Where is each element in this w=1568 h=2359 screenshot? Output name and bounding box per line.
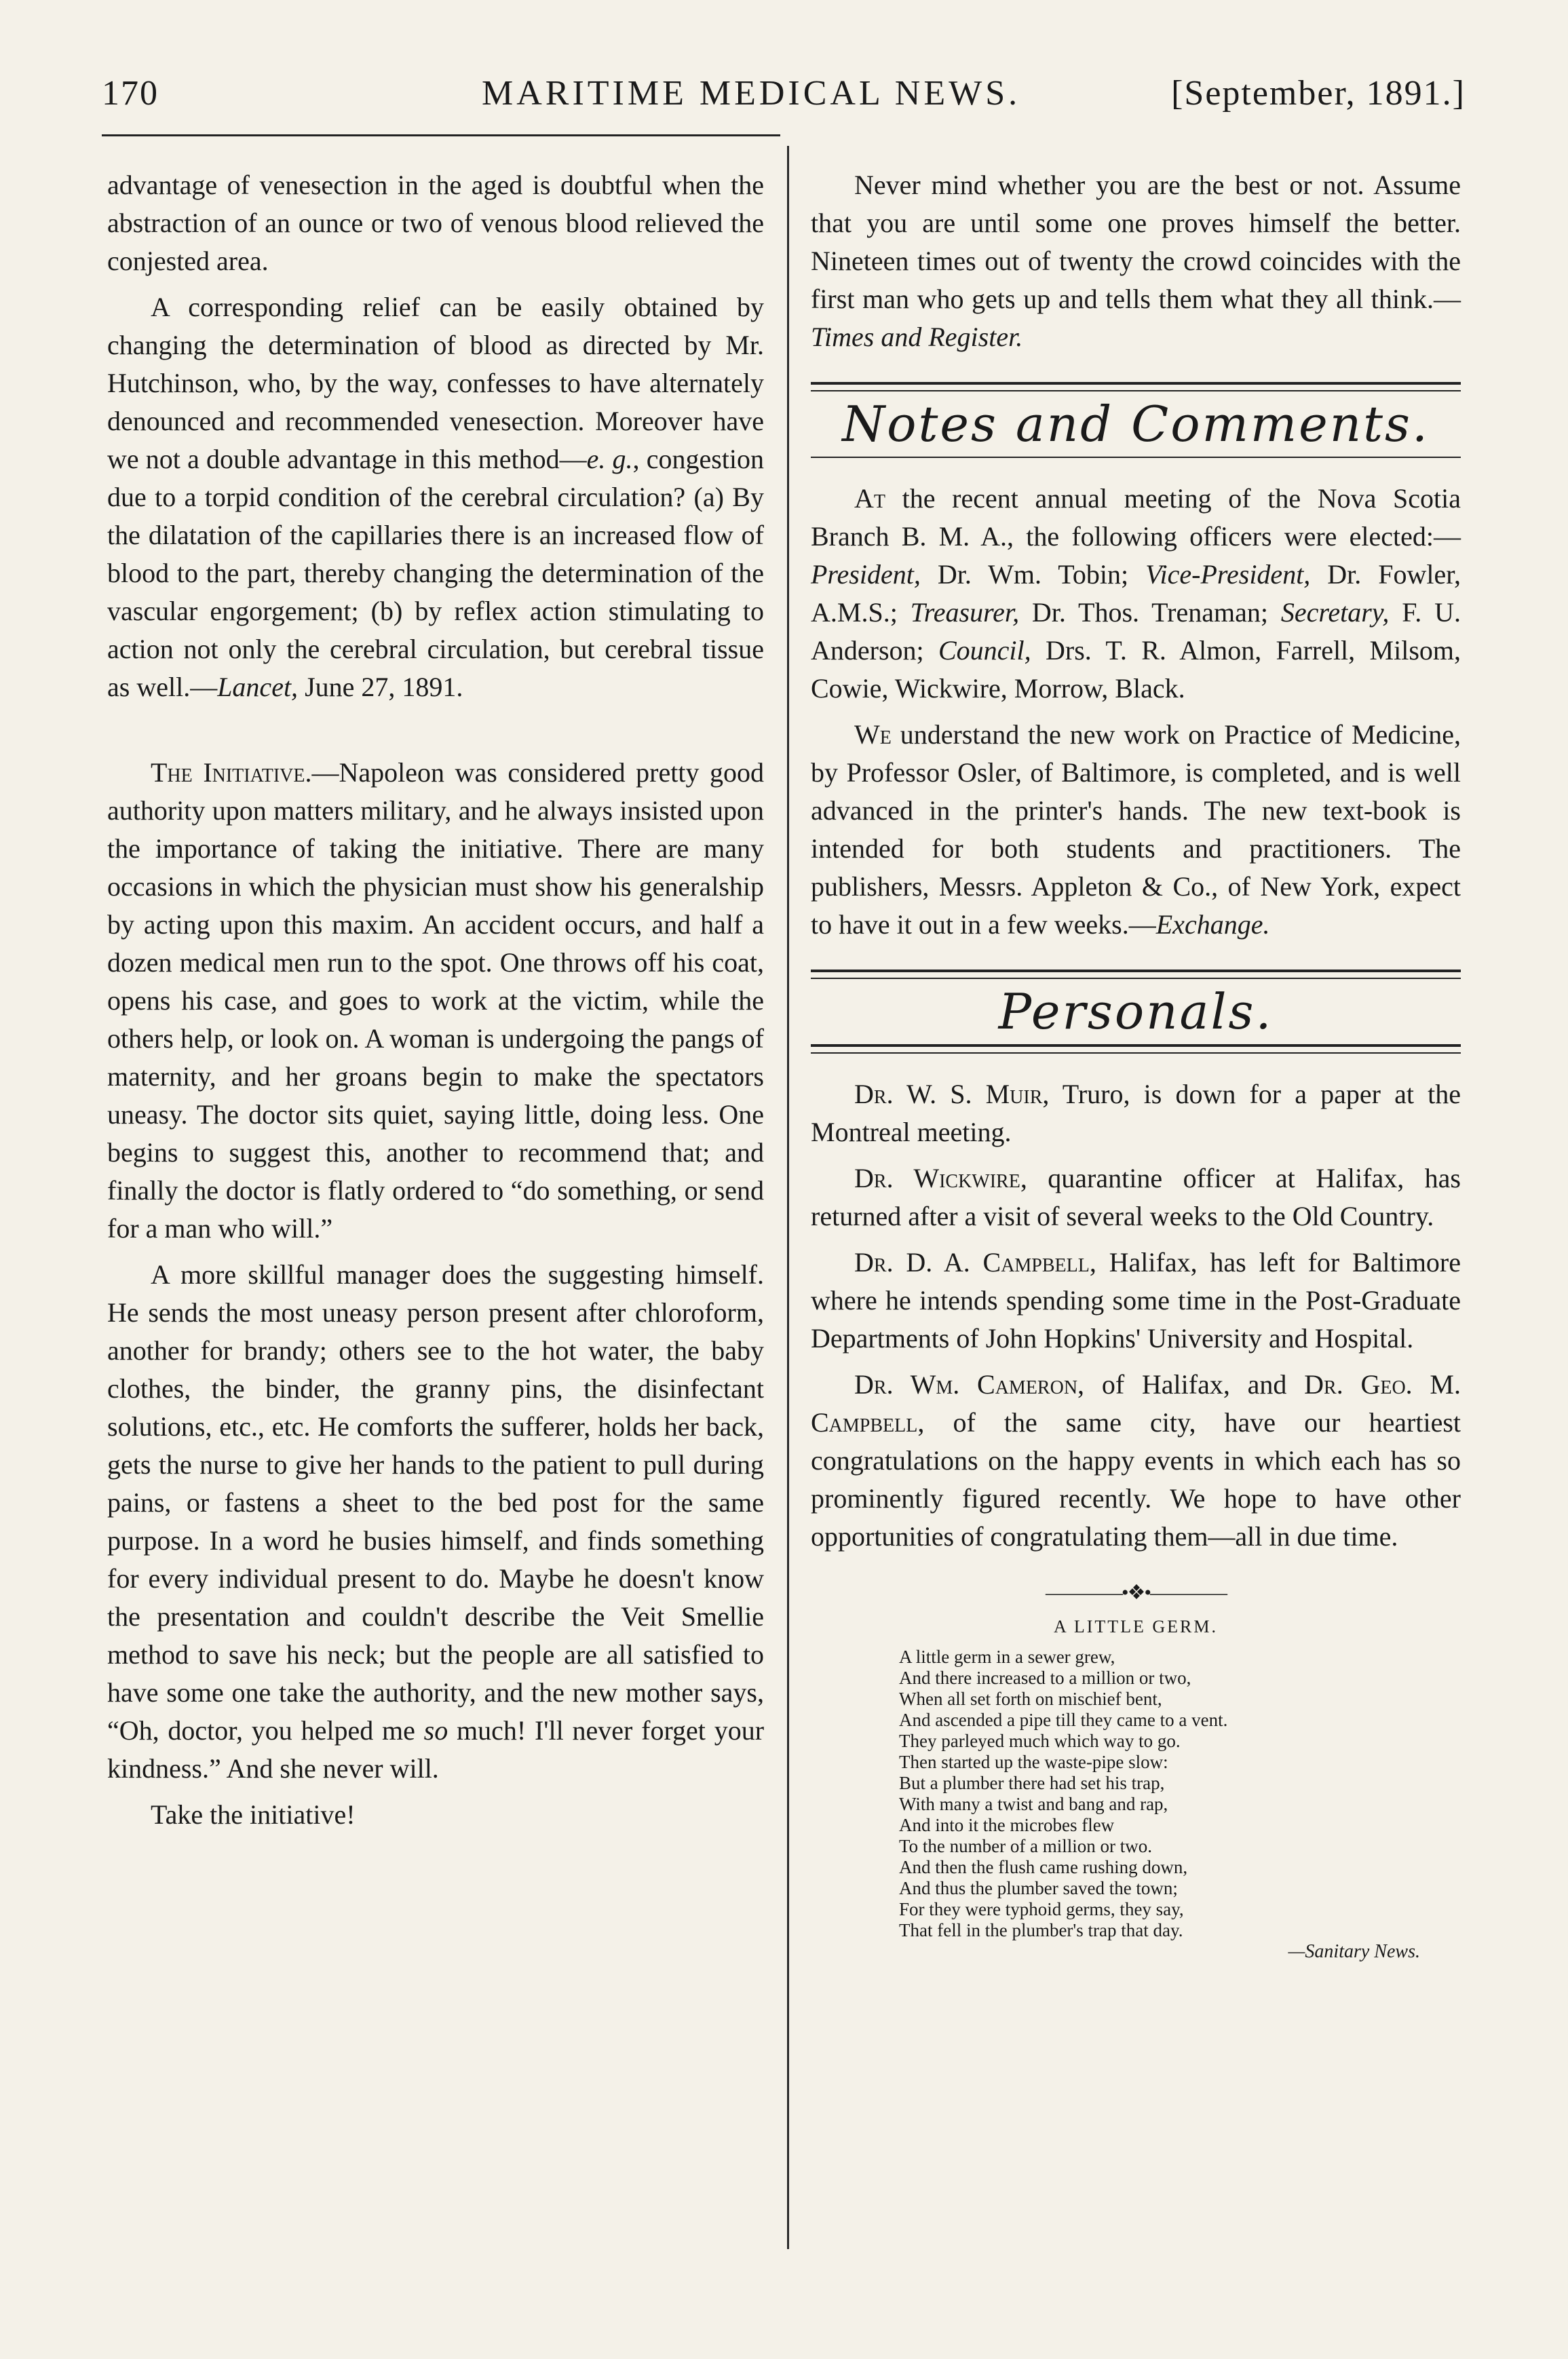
paragraph [811, 1159, 1461, 1235]
section-rule [811, 457, 1461, 458]
person-name: Dr. Geo. M. Campbell, [811, 1369, 1461, 1438]
section-rule [811, 1044, 1461, 1054]
italic-text: so [423, 1715, 448, 1746]
lead-word: At [854, 483, 885, 514]
poem-title: A LITTLE GERM. [1053, 1617, 1219, 1636]
paragraph-text: the recent annual meeting of the Nova Scotia Branch B. M. A., the following officers were elected:— [811, 483, 1461, 552]
section-rule [811, 970, 1461, 979]
paragraph [811, 1244, 1461, 1358]
poem-line: And then the flush came rushing down, [899, 1857, 1188, 1877]
poem-line: That fell in the plumber's trap that day. [899, 1920, 1183, 1940]
paragraph-text: Never mind whether you are the best or not. Assume that you are until some one proves himself the better. Nineteen times out of twenty the crowd coincides with the first man who gets up and tells them what they all think.— [811, 170, 1461, 314]
column-divider [787, 146, 789, 2249]
article-heading: The Initiative. [151, 757, 312, 788]
poem-line: And thus the plumber saved the town; [899, 1878, 1178, 1898]
poem-line: And ascended a pipe till they came to a vent. [899, 1710, 1228, 1730]
poem-line: A little germ in a sewer grew, [899, 1647, 1115, 1667]
lead-word: We [854, 719, 892, 750]
poem-source: —Sanitary News. [1288, 1941, 1420, 1962]
section-rule [811, 382, 1461, 391]
ornament-divider: ————•❖•———— [1046, 1581, 1226, 1604]
person-name: Dr. W. S. Muir, [854, 1079, 1050, 1109]
poem-line: To the number of a million or two. [899, 1836, 1153, 1856]
italic-text: Treasurer, [910, 597, 1020, 628]
paragraph [107, 166, 764, 280]
paragraph-text: Dr. Fowler, A.M.S.; [811, 559, 1461, 628]
paragraph-text: Truro, is down for a paper at the Montreal meeting. [811, 1079, 1461, 1147]
source-citation: Lancet, [217, 672, 299, 702]
paragraph-text: advantage of venesection in the aged is doubtful when the abstraction of an ounce or two of venous blood relieved the conjested area. [107, 170, 764, 276]
paragraph-text: A more skillful manager does the suggesting himself. He sends the most uneasy person present after chloroform, another for brandy; others see to the hot water, the baby clothes, the binder, the granny pins, the disinfectant solutions, etc., etc. He comforts the sufferer, holds her back, gets the nurse to give her hands to the patient to pull during pains, or fastens a sheet to the bed post for the same purpose. In a word he busies himself, and finds something for every individual present to do. Maybe he doesn't know the presentation and couldn't describe the Veit Smellie method to save his neck; but the people are all satisfied to have some one take the authority, and the new mother says, “Oh, doctor, you helped me [107, 1259, 764, 1746]
section-title-notes: Notes and Comments. [842, 396, 1430, 453]
paragraph [811, 716, 1461, 944]
poem-line: And there increased to a million or two, [899, 1668, 1191, 1688]
person-name: Dr. Wm. Cameron, [854, 1369, 1085, 1400]
italic-text: Vice-President, [1145, 559, 1311, 590]
paragraph [107, 288, 764, 706]
paragraph [811, 166, 1461, 356]
italic-text: President, [811, 559, 921, 590]
citation-date: June 27, 1891. [298, 672, 463, 702]
paragraph-text: Drs. T. R. Almon, Farrell, Milsom, Cowie, Wickwire, Morrow, Black. [811, 635, 1461, 704]
paragraph-text: much! I'll never forget your kindness.” And she never will. [107, 1715, 765, 1784]
poem-line: With many a twist and bang and rap, [899, 1794, 1168, 1814]
right-column [811, 166, 1461, 1963]
paragraph-text: of the same city, have our heartiest congratulations on the happy events in which each has so prominently figured recently. We hope to have other opportunities of congratulating them—all in due time. [811, 1407, 1461, 1552]
journal-title: MARITIME MEDICAL NEWS. [482, 74, 1021, 113]
paragraph-text: , congestion due to a torpid condition of the cerebral circulation? (a) By the dilatation of the capillaries there is an increased flow of blood to the part, thereby changing the determination of the vascular engorgement; (b) by reflex action stimulating to action not only the cerebral circulation, but cerebral tissue as well.— [107, 444, 765, 702]
paragraph-text: of Halifax, and [1084, 1369, 1305, 1400]
paragraph [811, 480, 1461, 708]
poem-line: When all set forth on mischief bent, [899, 1689, 1162, 1709]
poem-line: For they were typhoid germs, they say, [899, 1899, 1184, 1919]
paragraph [107, 1256, 764, 1788]
italic-text: e. g. [586, 444, 633, 474]
paragraph-text: —Napoleon was considered pretty good authority upon matters military, and he always insisted upon the importance of taking the initiative. There are many occasions in which the physician must show his generalship by acting upon this maxim. An accident occurs, and half a dozen medical men run to the spot. One throws off his coat, opens his case, and goes to work at the victim, while the others help, or look on. A woman is undergoing the pangs of maternity, and her groans begin to make the spectators uneasy. The doctor sits quiet, saying little, doing less. One begins to suggest this, another to recommend that; and finally the doctor is flatly ordered to “do something, or send for a man who will.” [107, 757, 764, 1244]
header-rule [102, 134, 780, 136]
paragraph-text: Dr. Thos. Trenaman; [1019, 597, 1281, 628]
paragraph-text: Halifax, has left for Baltimore where he intends spending some time in the Post-Graduate Departments of John Hopkins' University and Hospital. [811, 1247, 1461, 1354]
italic-text: Secretary, [1280, 597, 1390, 628]
paragraph [811, 1075, 1461, 1151]
paragraph-text: quarantine officer at Halifax, has returned after a visit of several weeks to the Old Country. [811, 1163, 1461, 1231]
poem-line: They parleyed much which way to go. [899, 1731, 1181, 1751]
issue-date: [September, 1891.] [1171, 74, 1466, 113]
left-column [107, 166, 764, 1834]
poem [899, 1647, 1461, 1941]
paragraph [811, 1366, 1461, 1556]
poem-line: Then started up the waste-pipe slow: [899, 1752, 1168, 1772]
paragraph-text: Dr. Wm. Tobin; [920, 559, 1146, 590]
paragraph-text: Take the initiative! [151, 1799, 356, 1830]
italic-text: Council, [938, 635, 1031, 666]
paragraph-text: A corresponding relief can be easily obtained by changing the determination of blood as directed by Mr. Hutchinson, who, by the way, confesses to have alternately denounced and recommended venesection. Moreover have we not a double advantage in this method— [107, 292, 764, 474]
page-number: 170 [102, 74, 159, 113]
poem-line: But a plumber there had set his trap, [899, 1773, 1165, 1793]
paragraph-text: F. U. Anderson; [811, 597, 1461, 666]
paragraph [107, 754, 764, 1248]
source-citation: Exchange. [1155, 909, 1270, 940]
person-name: Dr. D. A. Campbell, [854, 1247, 1096, 1278]
person-name: Dr. Wickwire, [854, 1163, 1027, 1193]
paragraph [107, 1796, 764, 1834]
paragraph-text: understand the new work on Practice of Medicine, by Professor Osler, of Baltimore, is completed, and is well advanced in the printer's hands. The new text-book is intended for both students and practitioners. The publishers, Messrs. Appleton & Co., of New York, expect to have it out in a few weeks.— [811, 719, 1461, 940]
poem-line: And into it the microbes flew [899, 1815, 1115, 1835]
source-citation: Times and Register. [811, 322, 1023, 352]
section-title-personals: Personals. [998, 983, 1274, 1040]
page-header [102, 73, 1466, 121]
